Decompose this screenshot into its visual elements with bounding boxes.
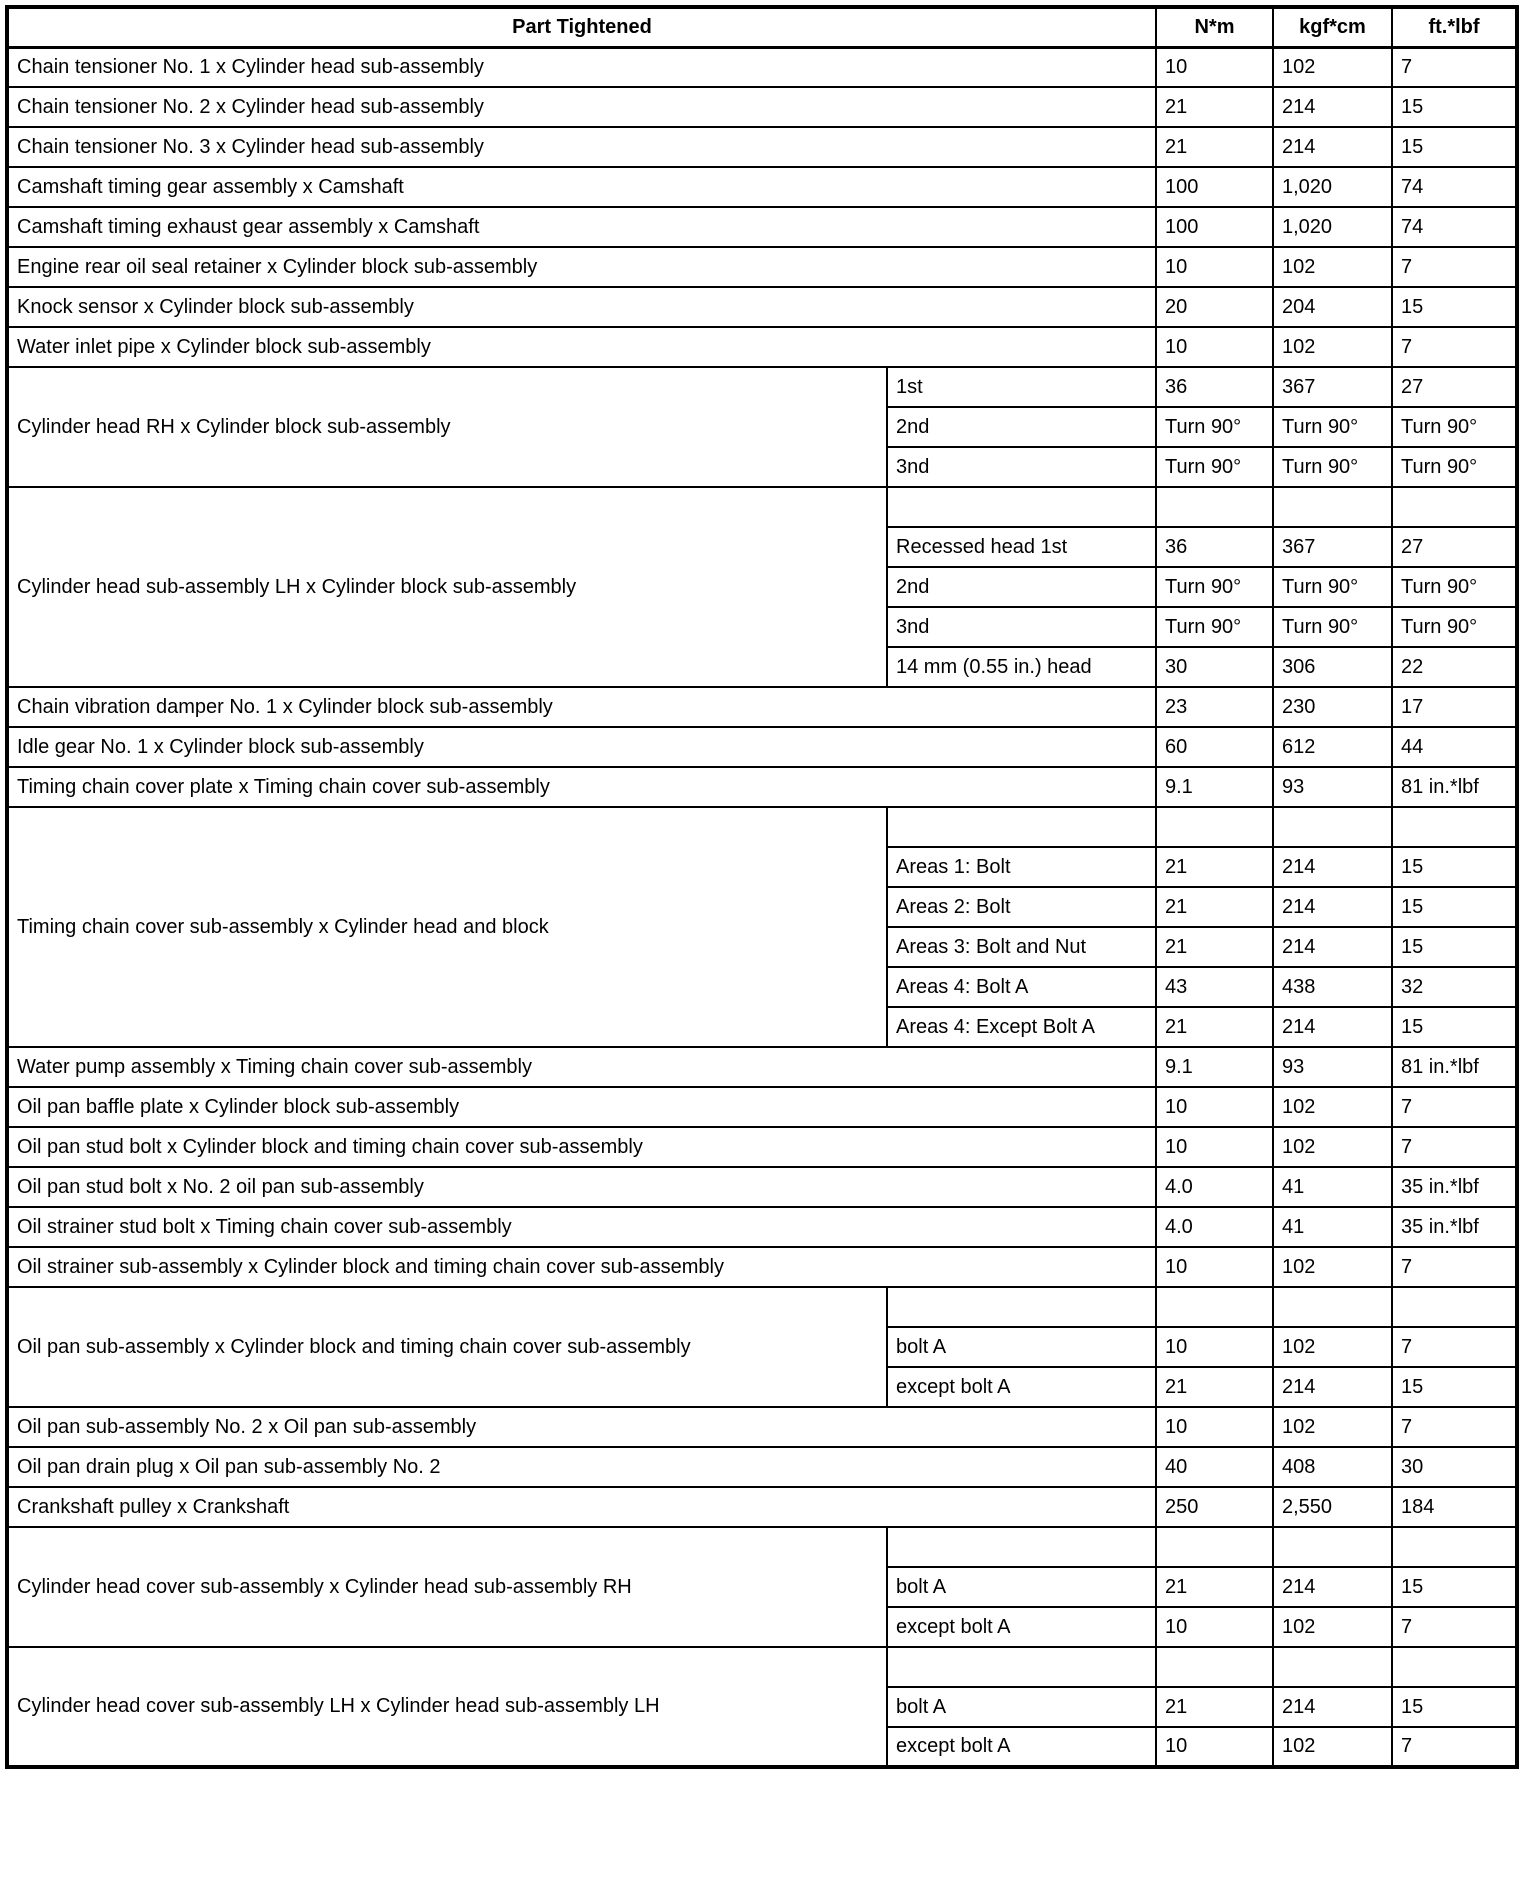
part-name-cell: Water inlet pipe x Cylinder block sub-assembly [7,327,1156,367]
ftlbf-value-cell: Turn 90° [1392,407,1517,447]
nm-value-cell: 10 [1156,1247,1273,1287]
ftlbf-value-cell: 7 [1392,1727,1517,1767]
part-detail-cell [887,807,1156,847]
kgfcm-value-cell: 214 [1273,887,1392,927]
ftlbf-value-cell [1392,1287,1517,1327]
nm-value-cell: 4.0 [1156,1207,1273,1247]
kgfcm-value-cell: 214 [1273,1007,1392,1047]
part-name-cell: Cylinder head cover sub-assembly x Cylinder head sub-assembly RH [7,1527,887,1647]
part-name-cell: Oil pan sub-assembly No. 2 x Oil pan sub-assembly [7,1407,1156,1447]
kgfcm-value-cell: 93 [1273,767,1392,807]
kgfcm-value-cell: Turn 90° [1273,407,1392,447]
ftlbf-value-cell [1392,487,1517,527]
ftlbf-value-cell [1392,807,1517,847]
kgfcm-value-cell: 102 [1273,1127,1392,1167]
ftlbf-value-cell: 15 [1392,1007,1517,1047]
part-detail-cell: Areas 3: Bolt and Nut [887,927,1156,967]
kgfcm-value-cell: Turn 90° [1273,607,1392,647]
kgfcm-value-cell: 102 [1273,47,1392,87]
nm-value-cell: Turn 90° [1156,447,1273,487]
kgfcm-value-cell: 204 [1273,287,1392,327]
part-detail-cell [887,1527,1156,1567]
kgfcm-value-cell: 214 [1273,87,1392,127]
nm-value-cell: 10 [1156,1127,1273,1167]
part-name-cell: Oil pan baffle plate x Cylinder block sub-assembly [7,1087,1156,1127]
kgfcm-value-cell: 612 [1273,727,1392,767]
part-name-cell: Timing chain cover plate x Timing chain cover sub-assembly [7,767,1156,807]
part-name-cell: Knock sensor x Cylinder block sub-assembly [7,287,1156,327]
ftlbf-value-cell: 30 [1392,1447,1517,1487]
nm-value-cell: 10 [1156,327,1273,367]
nm-value-cell: 21 [1156,1567,1273,1607]
nm-value-cell: Turn 90° [1156,407,1273,447]
part-name-cell: Oil pan sub-assembly x Cylinder block and timing chain cover sub-assembly [7,1287,887,1407]
kgfcm-value-cell: 214 [1273,1367,1392,1407]
part-detail-cell: bolt A [887,1567,1156,1607]
ftlbf-value-cell: 35 in.*lbf [1392,1207,1517,1247]
kgfcm-value-cell: 41 [1273,1207,1392,1247]
ftlbf-value-cell: 7 [1392,1087,1517,1127]
table-row [7,1487,1517,1527]
part-name-cell: Oil strainer stud bolt x Timing chain cover sub-assembly [7,1207,1156,1247]
part-name-cell: Camshaft timing exhaust gear assembly x Camshaft [7,207,1156,247]
nm-value-cell: 9.1 [1156,1047,1273,1087]
ftlbf-value-cell: 7 [1392,1407,1517,1447]
kgfcm-value-cell: 102 [1273,1407,1392,1447]
table-row [7,1167,1517,1207]
kgfcm-value-cell: 102 [1273,1327,1392,1367]
part-detail-cell [887,487,1156,527]
table-row [7,727,1517,767]
table-row [7,1127,1517,1167]
table-row [7,1207,1517,1247]
part-detail-cell: Areas 1: Bolt [887,847,1156,887]
part-detail-cell: 14 mm (0.55 in.) head [887,647,1156,687]
nm-value-cell: 40 [1156,1447,1273,1487]
part-name-cell: Cylinder head RH x Cylinder block sub-assembly [7,367,887,487]
part-name-cell: Crankshaft pulley x Crankshaft [7,1487,1156,1527]
table-row [7,47,1517,87]
part-detail-cell [887,1287,1156,1327]
kgfcm-value-cell [1273,1647,1392,1687]
ftlbf-value-cell: 15 [1392,1367,1517,1407]
torque-spec-table [5,5,1519,1769]
part-detail-cell: Areas 4: Except Bolt A [887,1007,1156,1047]
part-name-cell: Cylinder head cover sub-assembly LH x Cylinder head sub-assembly LH [7,1647,887,1767]
ftlbf-value-cell: Turn 90° [1392,607,1517,647]
nm-value-cell: 21 [1156,887,1273,927]
nm-value-cell: 21 [1156,847,1273,887]
header-part-tightened: Part Tightened [7,7,1156,47]
ftlbf-value-cell: 15 [1392,287,1517,327]
nm-value-cell [1156,1647,1273,1687]
kgfcm-value-cell: Turn 90° [1273,567,1392,607]
kgfcm-value-cell: 214 [1273,927,1392,967]
nm-value-cell: 60 [1156,727,1273,767]
nm-value-cell: 10 [1156,1407,1273,1447]
kgfcm-value-cell: 230 [1273,687,1392,727]
kgfcm-value-cell: 214 [1273,127,1392,167]
ftlbf-value-cell: 7 [1392,47,1517,87]
kgfcm-value-cell [1273,487,1392,527]
ftlbf-value-cell: 74 [1392,207,1517,247]
kgfcm-value-cell: 438 [1273,967,1392,1007]
ftlbf-value-cell: 17 [1392,687,1517,727]
kgfcm-value-cell: 1,020 [1273,167,1392,207]
nm-value-cell: 250 [1156,1487,1273,1527]
nm-value-cell: Turn 90° [1156,607,1273,647]
ftlbf-value-cell: 7 [1392,1247,1517,1287]
part-detail-cell: Areas 4: Bolt A [887,967,1156,1007]
table-row [7,1407,1517,1447]
nm-value-cell: 36 [1156,367,1273,407]
part-name-cell: Oil pan drain plug x Oil pan sub-assembly No. 2 [7,1447,1156,1487]
ftlbf-value-cell [1392,1647,1517,1687]
header-nm: N*m [1156,7,1273,47]
nm-value-cell: 21 [1156,1367,1273,1407]
ftlbf-value-cell: 27 [1392,527,1517,567]
nm-value-cell: 21 [1156,1687,1273,1727]
part-name-cell: Chain tensioner No. 1 x Cylinder head sub-assembly [7,47,1156,87]
ftlbf-value-cell: 15 [1392,127,1517,167]
part-detail-cell: except bolt A [887,1607,1156,1647]
nm-value-cell: 36 [1156,527,1273,567]
kgfcm-value-cell: 102 [1273,247,1392,287]
ftlbf-value-cell: 15 [1392,927,1517,967]
part-name-cell: Timing chain cover sub-assembly x Cylinder head and block [7,807,887,1047]
ftlbf-value-cell [1392,1527,1517,1567]
ftlbf-value-cell: 35 in.*lbf [1392,1167,1517,1207]
nm-value-cell: 9.1 [1156,767,1273,807]
kgfcm-value-cell [1273,807,1392,847]
table-row [7,487,1517,527]
nm-value-cell: 10 [1156,47,1273,87]
part-detail-cell: 2nd [887,407,1156,447]
ftlbf-value-cell: 22 [1392,647,1517,687]
table-row [7,1247,1517,1287]
part-detail-cell: 3nd [887,447,1156,487]
kgfcm-value-cell: 93 [1273,1047,1392,1087]
table-row [7,687,1517,727]
part-detail-cell: bolt A [887,1327,1156,1367]
nm-value-cell: 30 [1156,647,1273,687]
table-row [7,167,1517,207]
ftlbf-value-cell: 27 [1392,367,1517,407]
nm-value-cell [1156,807,1273,847]
table-row [7,1047,1517,1087]
nm-value-cell: 23 [1156,687,1273,727]
part-detail-cell: bolt A [887,1687,1156,1727]
kgfcm-value-cell: 1,020 [1273,207,1392,247]
part-name-cell: Chain tensioner No. 3 x Cylinder head sub-assembly [7,127,1156,167]
table-row [7,807,1517,847]
part-detail-cell: Areas 2: Bolt [887,887,1156,927]
part-name-cell: Chain vibration damper No. 1 x Cylinder block sub-assembly [7,687,1156,727]
part-name-cell: Idle gear No. 1 x Cylinder block sub-assembly [7,727,1156,767]
table-row [7,287,1517,327]
nm-value-cell: Turn 90° [1156,567,1273,607]
torque-table-body [7,47,1517,1767]
table-row [7,207,1517,247]
table-row [7,767,1517,807]
ftlbf-value-cell: Turn 90° [1392,567,1517,607]
nm-value-cell: 21 [1156,87,1273,127]
part-name-cell: Oil strainer sub-assembly x Cylinder block and timing chain cover sub-assembly [7,1247,1156,1287]
kgfcm-value-cell: 214 [1273,1567,1392,1607]
part-name-cell: Oil pan stud bolt x No. 2 oil pan sub-assembly [7,1167,1156,1207]
ftlbf-value-cell: Turn 90° [1392,447,1517,487]
table-row [7,367,1517,407]
table-row [7,247,1517,287]
nm-value-cell: 100 [1156,167,1273,207]
nm-value-cell [1156,1287,1273,1327]
kgfcm-value-cell: 214 [1273,847,1392,887]
ftlbf-value-cell: 81 in.*lbf [1392,767,1517,807]
kgfcm-value-cell [1273,1287,1392,1327]
table-row [7,1527,1517,1567]
kgfcm-value-cell: 408 [1273,1447,1392,1487]
ftlbf-value-cell: 32 [1392,967,1517,1007]
part-name-cell: Camshaft timing gear assembly x Camshaft [7,167,1156,207]
kgfcm-value-cell: Turn 90° [1273,447,1392,487]
kgfcm-value-cell: 102 [1273,1727,1392,1767]
ftlbf-value-cell: 74 [1392,167,1517,207]
nm-value-cell: 21 [1156,927,1273,967]
part-name-cell: Chain tensioner No. 2 x Cylinder head sub-assembly [7,87,1156,127]
part-detail-cell: except bolt A [887,1367,1156,1407]
table-row [7,1087,1517,1127]
kgfcm-value-cell: 102 [1273,1247,1392,1287]
nm-value-cell: 21 [1156,1007,1273,1047]
part-detail-cell: 1st [887,367,1156,407]
header-ftlbf: ft.*lbf [1392,7,1517,47]
table-row [7,127,1517,167]
nm-value-cell: 20 [1156,287,1273,327]
table-row [7,1647,1517,1687]
table-header [7,7,1517,47]
nm-value-cell: 10 [1156,1727,1273,1767]
ftlbf-value-cell: 81 in.*lbf [1392,1047,1517,1087]
kgfcm-value-cell: 102 [1273,1607,1392,1647]
table-row [7,87,1517,127]
ftlbf-value-cell: 15 [1392,1567,1517,1607]
nm-value-cell: 10 [1156,247,1273,287]
ftlbf-value-cell: 7 [1392,1327,1517,1367]
nm-value-cell [1156,1527,1273,1567]
kgfcm-value-cell: 367 [1273,527,1392,567]
part-detail-cell [887,1647,1156,1687]
nm-value-cell: 21 [1156,127,1273,167]
ftlbf-value-cell: 7 [1392,247,1517,287]
header-kgfcm: kgf*cm [1273,7,1392,47]
table-row [7,1447,1517,1487]
part-name-cell: Cylinder head sub-assembly LH x Cylinder block sub-assembly [7,487,887,687]
kgfcm-value-cell: 41 [1273,1167,1392,1207]
part-detail-cell: Recessed head 1st [887,527,1156,567]
ftlbf-value-cell: 15 [1392,1687,1517,1727]
part-detail-cell: except bolt A [887,1727,1156,1767]
kgfcm-value-cell: 2,550 [1273,1487,1392,1527]
nm-value-cell: 4.0 [1156,1167,1273,1207]
nm-value-cell [1156,487,1273,527]
nm-value-cell: 100 [1156,207,1273,247]
nm-value-cell: 10 [1156,1087,1273,1127]
table-row [7,327,1517,367]
ftlbf-value-cell: 15 [1392,847,1517,887]
ftlbf-value-cell: 44 [1392,727,1517,767]
part-detail-cell: 2nd [887,567,1156,607]
part-name-cell: Oil pan stud bolt x Cylinder block and timing chain cover sub-assembly [7,1127,1156,1167]
nm-value-cell: 10 [1156,1327,1273,1367]
kgfcm-value-cell: 102 [1273,327,1392,367]
kgfcm-value-cell: 367 [1273,367,1392,407]
nm-value-cell: 43 [1156,967,1273,1007]
kgfcm-value-cell [1273,1527,1392,1567]
ftlbf-value-cell: 7 [1392,1607,1517,1647]
ftlbf-value-cell: 7 [1392,327,1517,367]
nm-value-cell: 10 [1156,1607,1273,1647]
ftlbf-value-cell: 15 [1392,887,1517,927]
part-name-cell: Water pump assembly x Timing chain cover sub-assembly [7,1047,1156,1087]
ftlbf-value-cell: 7 [1392,1127,1517,1167]
part-detail-cell: 3nd [887,607,1156,647]
header-row [7,7,1517,47]
ftlbf-value-cell: 15 [1392,87,1517,127]
kgfcm-value-cell: 214 [1273,1687,1392,1727]
part-name-cell: Engine rear oil seal retainer x Cylinder block sub-assembly [7,247,1156,287]
kgfcm-value-cell: 102 [1273,1087,1392,1127]
table-row [7,1287,1517,1327]
kgfcm-value-cell: 306 [1273,647,1392,687]
ftlbf-value-cell: 184 [1392,1487,1517,1527]
